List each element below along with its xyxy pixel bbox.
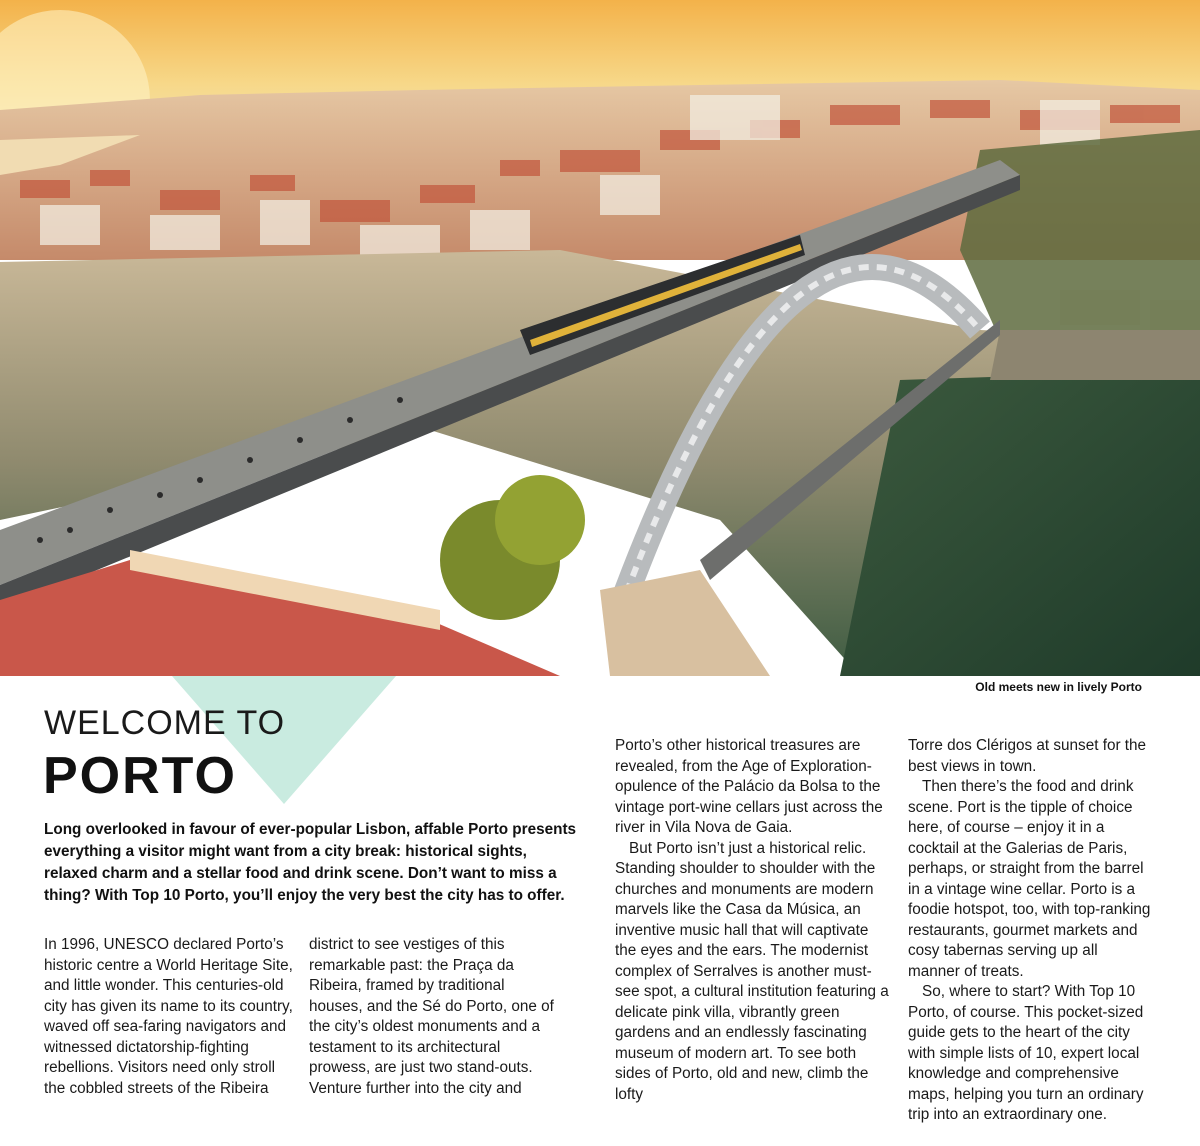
page-title: PORTO — [43, 747, 237, 805]
body-paragraph: Porto’s other historical treasures are revealed, from the Age of Exploration-opulence of the Palácio da Bolsa to the vintage port-wine cellars just across the river in Vila Nova de Gaia. — [615, 737, 883, 836]
photo-caption: Old meets new in lively Porto — [975, 680, 1142, 694]
body-paragraph: Then there’s the food and drink scene. Port is the tipple of choice here, of course – enjoy it in a cocktail at the Galerias de Paris, perhaps, or straight from the barrel in a vintage wine cellar. Porto is a foodie hotspot, too, with top-ranking restaurants, gourmet markets and cosy tabernas serving up all manner of treats. — [908, 778, 1151, 980]
body-column-1 — [44, 935, 294, 1099]
intro-paragraph: Long overlooked in favour of ever-popular Lisbon, affable Porto presents everything a visitor might want from a city break: historical sights, relaxed charm and a stellar food and drink scene. Don’t want to miss a thing? With Top 10 Porto, you’ll enjoy the very best the city has to offer. — [44, 821, 577, 904]
heading-kicker: WELCOME TO — [44, 704, 286, 742]
body-paragraph: Torre dos Clérigos at sunset for the best views in town. — [908, 737, 1147, 775]
body-paragraph: But Porto isn’t just a historical relic. Standing shoulder to shoulder with the churches and monuments are modern marvels like the Casa da Música, an inventive music hall that will captivate the eyes and the ears. The modernist complex of Serralves is another must-see spot, a cultural institution featuring a delicate pink villa, vibrantly green gardens and an endlessly fascinating museum of modern art. To see both sides of Porto, old and new, climb the lofty — [615, 839, 889, 1103]
body-paragraph: district to see vestiges of this remarkable past: the Praça da Ribeira, framed by traditional houses, and the Sé do Porto, one of the city’s oldest monuments and a testament to its architectural prowess, are just two stand-outs. Venture further into the city and — [309, 936, 554, 1097]
body-paragraph: In 1996, UNESCO declared Porto’s historic centre a World Heritage Site, and little wonder. This centuries-old city has given its name to its country, waved off sea-faring navigators and witnessed dictatorship-fighting rebellions. Visitors need only stroll the cobbled streets of the Ribeira — [44, 936, 293, 1097]
body-column-3 — [615, 736, 891, 1105]
body-column-2 — [309, 935, 559, 1099]
body-column-4 — [908, 736, 1153, 1126]
body-paragraph: So, where to start? With Top 10 Porto, of course. This pocket-sized guide gets to the heart of the city with simple lists of 10, expert local knowledge and comprehensive maps, helping you turn an ordinary trip into an extraordinary one. — [908, 983, 1144, 1123]
